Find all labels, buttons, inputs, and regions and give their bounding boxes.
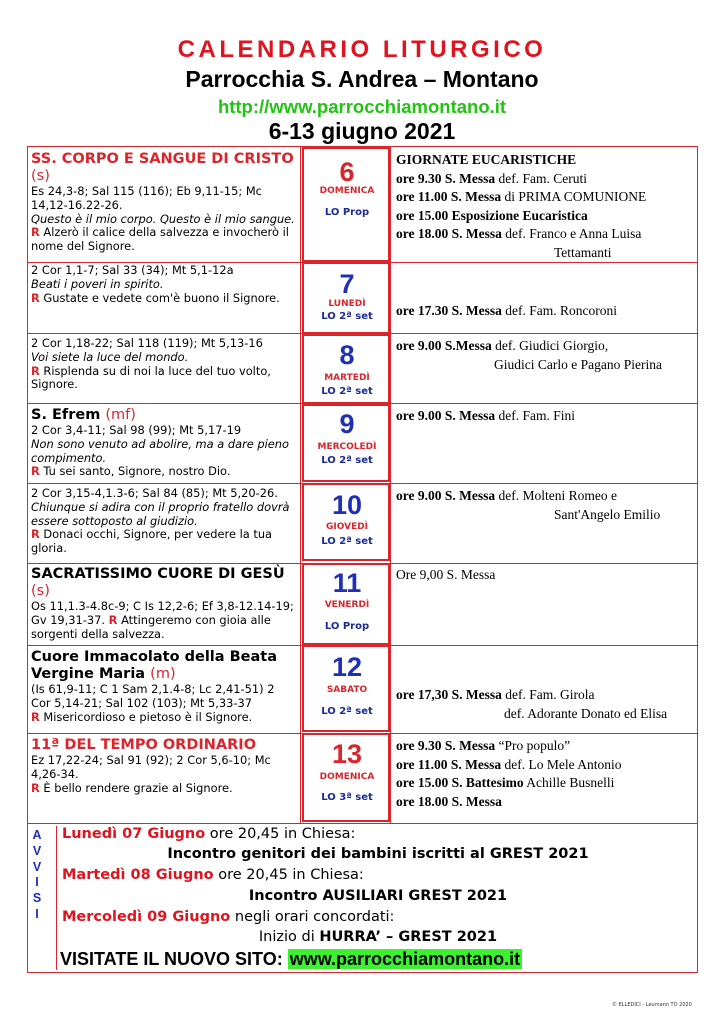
day-10-liturgy: 2 Cor 3,15-4,1.3-6; Sal 84 (85); Mt 5,20-26. Chiunque si adira con il proprio fratello dovrà essere sottoposto al giudizio. R Donaci occhi, Signore, per vedere la tua gloria.	[31, 486, 290, 556]
website-link[interactable]: http://www.parrocchiamontano.it	[217, 96, 507, 117]
document-title: CALENDARIO LITURGICO	[177, 36, 547, 63]
day-lo: LO 2ª set	[321, 455, 373, 466]
day-name: LUNEDÌ	[328, 299, 366, 309]
day-9-events: ore 9.00 S. Messa def. Fam. Fini	[396, 408, 575, 423]
day-number: 8	[339, 340, 355, 370]
day-number: 6	[339, 157, 355, 187]
day-6-events: GIORNATE EUCARISTICHE ore 9.30 S. Messa def. Fam. Ceruti ore 11.00 S. Messa di PRIMA COMUNIONE ore 15.00 Esposizione Eucaristica ore 18.00 S. Messa def. Franco e Anna Luisa Tettamanti	[396, 152, 647, 260]
day-8-events: ore 9.00 S.Messa def. Giudici Giorgio, Giudici Carlo e Pagano Pierina	[396, 338, 662, 372]
notice-1-detail: Incontro genitori dei bambini iscritti al GREST 2021	[167, 846, 589, 862]
day-number: 7	[339, 269, 355, 299]
notices-label-letter: V	[32, 843, 42, 858]
day-number: 10	[331, 490, 363, 520]
notices-label-letter: I	[35, 875, 39, 890]
day-lo: LO 2ª set	[321, 386, 373, 397]
day-11-events: Ore 9,00 S. Messa	[396, 567, 496, 582]
day-7-events: ore 17.30 S. Messa def. Fam. Roncoroni	[396, 303, 617, 318]
day-name: MARTEDÌ	[324, 373, 370, 383]
day-12-liturgy: Cuore Immacolato della Beata Vergine Maria (m) (Is 61,9-11; C 1 Sam 2,1.4-8; Lc 2,41-51) 2 Cor 5,14-21; Sal 102 (103); Mt 5,33-37 R Misericordioso e pietoso è il Signore.	[31, 649, 277, 724]
day-number: 9	[339, 409, 355, 439]
day-10-events: ore 9.00 S. Messa def. Molteni Romeo e Sant'Angelo Emilio	[396, 488, 661, 522]
day-lo: LO 2ª set	[321, 706, 373, 717]
notices-label-letter: V	[32, 859, 42, 874]
day-11-liturgy: SACRATISSIMO CUORE DI GESÙ (s) Os 11,1.3-4.8c-9; C Is 12,2-6; Ef 3,8-12.14-19; Gv 19,31-37. R Attingeremo con gioia alle sorgenti della salvezza.	[31, 566, 294, 641]
day-name: GIOVEDÌ	[325, 522, 369, 532]
day-name: MERCOLEDÌ	[317, 442, 377, 452]
notice-1: Lunedì 07 Giugno ore 20,45 in Chiesa:	[62, 826, 356, 842]
notices-label-letter: S	[32, 891, 42, 906]
day-name: SABATO	[326, 685, 368, 695]
day-8-liturgy: 2 Cor 1,18-22; Sal 118 (119); Mt 5,13-16 Voi siete la luce del mondo. R Risplenda su di noi la luce del tuo volto, Signore.	[31, 336, 271, 392]
day-7-liturgy: 2 Cor 1,1-7; Sal 33 (34); Mt 5,1-12a Beati i poveri in spirito. R Gustate e vedete com'è buono il Signore.	[31, 263, 280, 305]
notices-label	[30, 828, 44, 923]
day-name: DOMENICA	[319, 186, 375, 196]
day-9-liturgy: S. Efrem (mf) 2 Cor 3,4-11; Sal 98 (99); Mt 5,17-19 Non sono venuto ad abolire, ma a dare pieno compimento. R Tu sei santo, Signore, nostro Dio.	[31, 407, 289, 479]
new-site-banner: VISITATE IL NUOVO SITO: www.parrocchiamontano.it	[60, 949, 521, 969]
day-lo: LO Prop	[324, 207, 370, 218]
day-lo: LO Prop	[324, 621, 370, 632]
copyright: © ELLEDICI - Leumann TO 2020	[612, 1002, 692, 1008]
new-site-link[interactable]: www.parrocchiamontano.it	[289, 949, 521, 969]
day-name: DOMENICA	[319, 772, 375, 782]
parish-name: Parrocchia S. Andrea – Montano	[185, 66, 539, 92]
notice-3: Mercoledì 09 Giugno negli orari concordati:	[62, 909, 395, 925]
notice-3-detail: Inizio di HURRA’ – GREST 2021	[258, 929, 498, 945]
day-6-liturgy: SS. CORPO E SANGUE DI CRISTO (s) Es 24,3-8; Sal 115 (116); Eb 9,11-15; Mc 14,12-16.22-26. Questo è il mio corpo. Questo è il mio sangue. R Alzerò il calice della salvezza e invocherò il nome del Signore.	[31, 151, 295, 254]
notices-label-letter: A	[32, 828, 42, 842]
notice-2-detail: Incontro AUSILIARI GREST 2021	[248, 888, 508, 904]
day-number: 12	[331, 652, 363, 682]
notice-2: Martedì 08 Giugno ore 20,45 in Chiesa:	[62, 867, 364, 883]
day-lo: LO 2ª set	[321, 536, 373, 547]
notices-label-letter: I	[35, 906, 39, 921]
day-lo: LO 3ª set	[321, 792, 373, 803]
day-number: 13	[331, 739, 363, 769]
day-13-events: ore 9.30 S. Messa “Pro populo” ore 11.00 S. Messa def. Lo Mele Antonio ore 15.00 S. Battesimo Achille Busnelli ore 18.00 S. Messa	[396, 738, 622, 809]
day-name: VENERDÌ	[324, 600, 370, 610]
day-number: 11	[332, 568, 362, 598]
week-range: 6-13 giugno 2021	[268, 118, 456, 144]
day-13-liturgy: 11ª DEL TEMPO ORDINARIO Ez 17,22-24; Sal 91 (92); 2 Cor 5,6-10; Mc 4,26-34. R È bello rendere grazie al Signore.	[31, 737, 271, 795]
day-12-events: ore 17,30 S. Messa def. Fam. Girola def. Adorante Donato ed Elisa	[396, 687, 668, 721]
day-lo: LO 2ª set	[321, 311, 373, 322]
